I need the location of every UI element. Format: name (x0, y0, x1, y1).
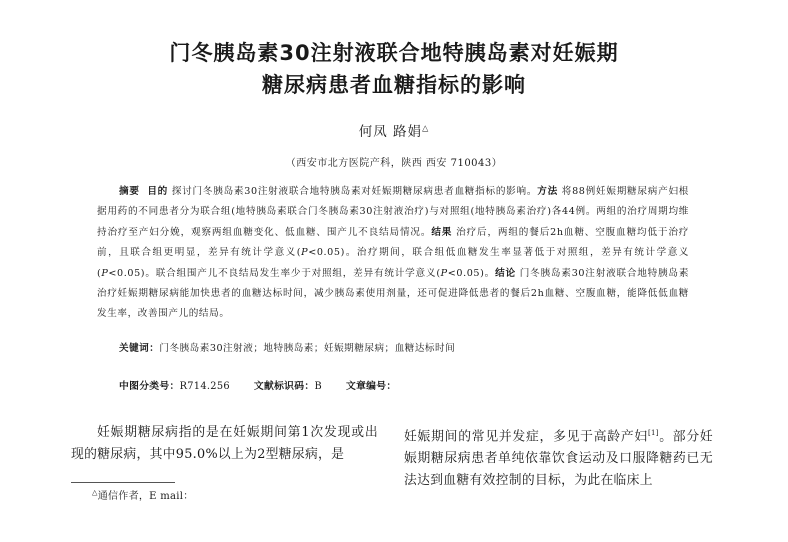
results-label: 结果 (431, 226, 453, 238)
conclusion-text: 门冬胰岛素30注射液联合地特胰岛素治疗妊娠期糖尿病能加快患者的血糖达标时间，减少胰岛素使用剂量，还可促进降低患者的餐后2h血糖、空腹血糖，能降低低血糖发生率，改善围产儿的结局。 (97, 267, 690, 320)
objective-text: 探讨门冬胰岛素30注射液联合地特胰岛素对妊娠期糖尿病患者血糖指标的影响。 (171, 186, 538, 197)
corresponding-author-mark: △ (422, 123, 430, 133)
methods-text: 将88例妊娠期糖尿病产妇根据用药的不同患者分为联合组(地特胰岛素联合门冬胰岛素30注射液治疗)与对照组(地特胰岛素治疗)各44例。两组的治疗周期均维持治疗至产妇分娩，观察两组血糖变化、低血糖、围产儿不良结局情况。 (97, 186, 689, 238)
clc-number: R714.256 (179, 381, 230, 392)
footnote-label: 通信作者，E mail： (97, 491, 194, 502)
results-text-d: <0.05)。 (447, 267, 496, 279)
p-value-symbol: P (440, 267, 448, 279)
article-number-label: 文章编号： (345, 381, 397, 392)
methods-label: 方法 (537, 186, 558, 197)
keywords-label: 关键词： (119, 343, 160, 354)
citation-ref: [1] (647, 429, 659, 437)
document-code: B (314, 381, 322, 392)
p-value-symbol: P (301, 247, 309, 259)
conclusion-label: 结论 (495, 267, 516, 279)
results-text-b: <0.05)。治疗期间，联合组低血糖发生率显著低于对照组，差异有统计学意义( (97, 247, 689, 279)
footnote-divider (71, 482, 175, 483)
body-text-left: 妊娠期糖尿病指的是在妊娠期间第1次发现或出现的糖尿病，其中95.0%以上为2型糖尿病，是 (71, 425, 378, 462)
article-metadata (119, 378, 719, 392)
affiliation: （西安市北方医院产科，陕西 西安 710043） (285, 158, 503, 169)
keywords-text: 门冬胰岛素30注射液；地特胰岛素；妊娠期糖尿病；血糖达标时间 (159, 343, 456, 354)
body-text-right-a: 妊娠期间的常见并发症，多见于高龄产妇 (404, 429, 648, 445)
paper-title-line-2: 糖尿病患者血糖指标的影响 (262, 73, 526, 97)
results-text-c: <0.05)。联合组围产儿不良结局发生率少于对照组，差异有统计学意义( (108, 267, 441, 279)
results-text-a: 治疗后，两组的餐后2h血糖、空腹血糖均低于治疗前，且联合组更明显，差异有统计学意义( (97, 226, 689, 259)
document-code-label: 文献标识码： (253, 381, 315, 392)
abstract-label: 摘要 (119, 186, 140, 197)
footnote-mark: △ (92, 488, 98, 497)
body-column-right (404, 422, 713, 492)
abstract (97, 182, 689, 325)
body-column-left (71, 422, 378, 466)
paper-title-line-1: 门冬胰岛素30注射液联合地特胰岛素对妊娠期 (169, 41, 619, 65)
authors (0, 120, 788, 140)
clc-label: 中图分类号： (119, 381, 180, 392)
objective-label: 目的 (147, 186, 169, 197)
footnote (92, 487, 194, 502)
p-value-symbol: P (101, 267, 109, 279)
keywords (119, 340, 699, 354)
author-names: 何凤 路娟 (358, 124, 423, 140)
body-text-right-b: 。部分妊娠期糖尿病患者单纯依靠饮食运动及口服降糖药已无法达到血糖有效控制的目标，为此在临床上 (404, 429, 713, 489)
